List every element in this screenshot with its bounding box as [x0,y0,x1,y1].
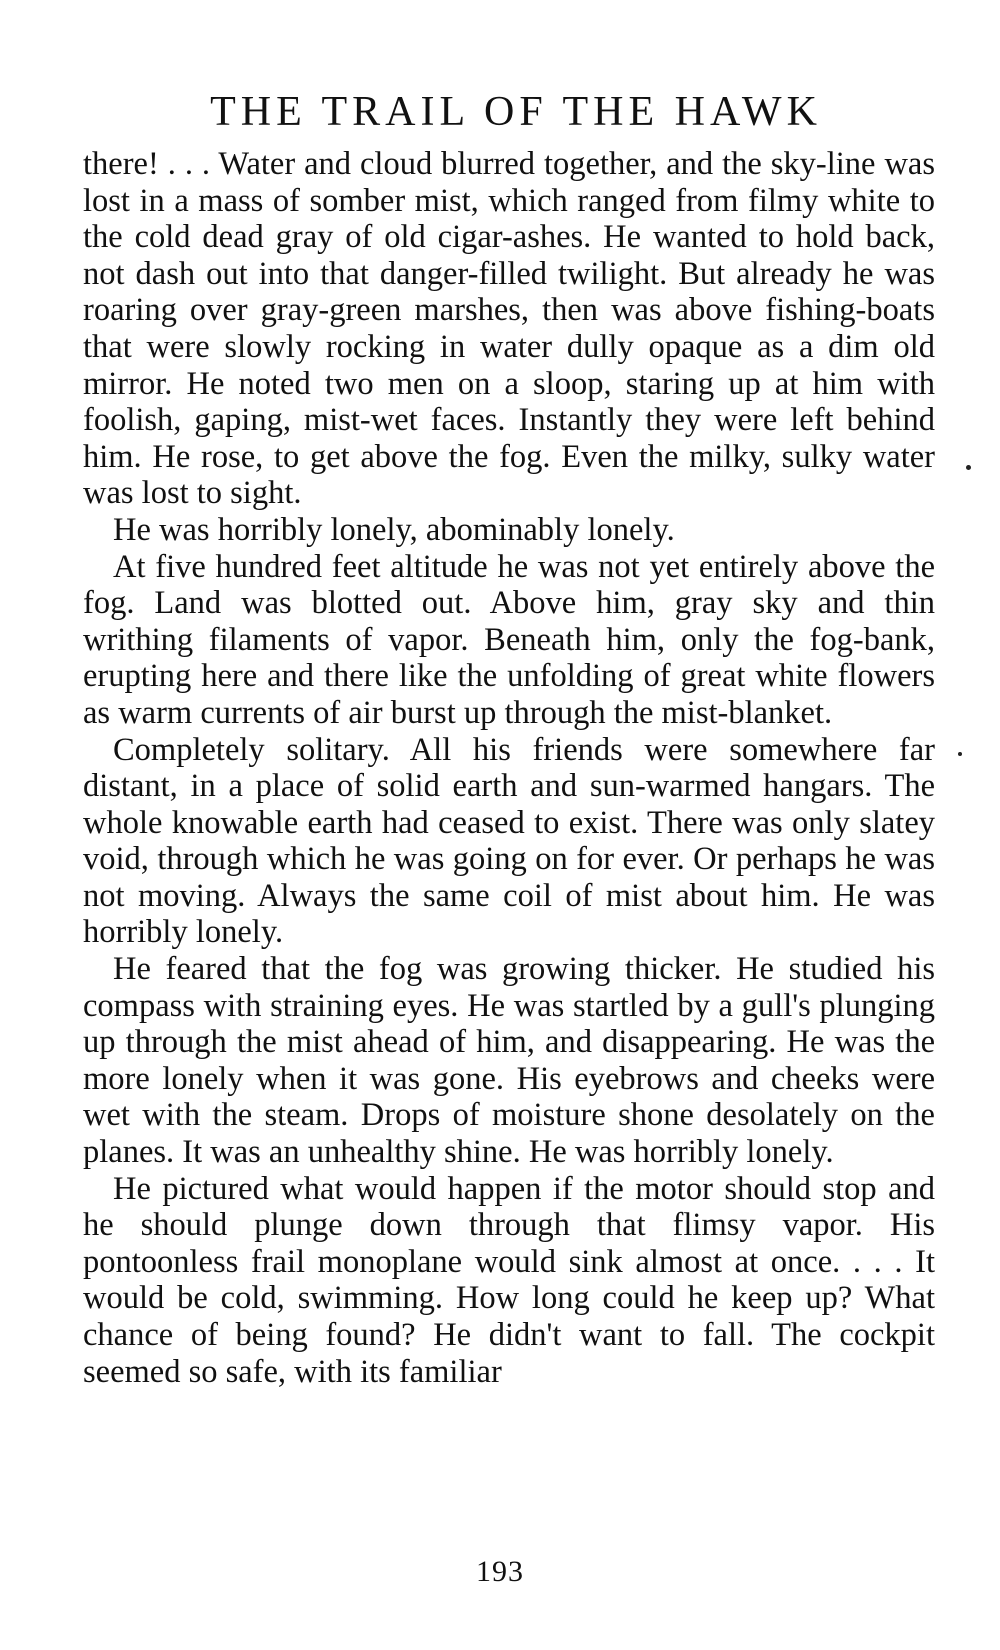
paragraph-4: Completely solitary. All his friends were somewhere far distant, in a place of solid earth and sun-warmed hangars. The whole knowable earth had ceased to exist. There was only slatey void, through which he was going on for ever. Or perhaps he was not moving. Always the same coil of mist about him. He was horribly lonely. [83,731,935,951]
running-head: THE TRAIL OF THE HAWK [210,89,822,135]
paragraph-1: there! . . . Water and cloud blurred together, and the sky-line was lost in a mass of somber mist, which ranged from filmy white to the cold dead gray of old cigar-ashes. He wanted to hold back, not dash out into that danger-filled twilight. But already he was roaring over gray-green marshes, then was above fishing-boats that were slowly rocking in water dully opaque as a dim old mirror. He noted two men on a sloop, staring up at him with foolish, gaping, mist-wet faces. Instantly they were left behind him. He rose, to get above the fog. Even the milky, sulky water was lost to sight. [83,146,935,512]
paragraph-2: He was horribly lonely, abominably lonely. [113,511,675,548]
ink-speck [966,465,971,470]
page-number: 193 [476,1555,524,1588]
paragraph-6: He pictured what would happen if the motor should stop and he should plunge down through that flimsy vapor. His pontoonless frail monoplane would sink almost at once. . . . It would be cold, swimming. How long could he keep up? What chance of being found? He didn't want to fall. The cockpit seemed so safe, with its familiar [83,1170,935,1390]
body-text [83,146,935,1390]
paragraph-5: He feared that the fog was growing thicker. He studied his compass with straining eyes. He was startled by a gull's plunging up through the mist ahead of him, and disappearing. He was the more lonely when it was gone. His eyebrows and cheeks were wet with the steam. Drops of moisture shone desolately on the planes. It was an unhealthy shine. He was horribly lonely. [83,951,935,1171]
ink-speck [958,752,962,756]
page-body [83,84,935,1390]
paragraph-3: At five hundred feet altitude he was not yet entirely above the fog. Land was blotted out. Above him, gray sky and thin writhing filaments of vapor. Beneath him, only the fog-bank, erupting here and there like the unfolding of great white flowers as warm currents of air burst up through the mist-blanket. [83,548,935,731]
